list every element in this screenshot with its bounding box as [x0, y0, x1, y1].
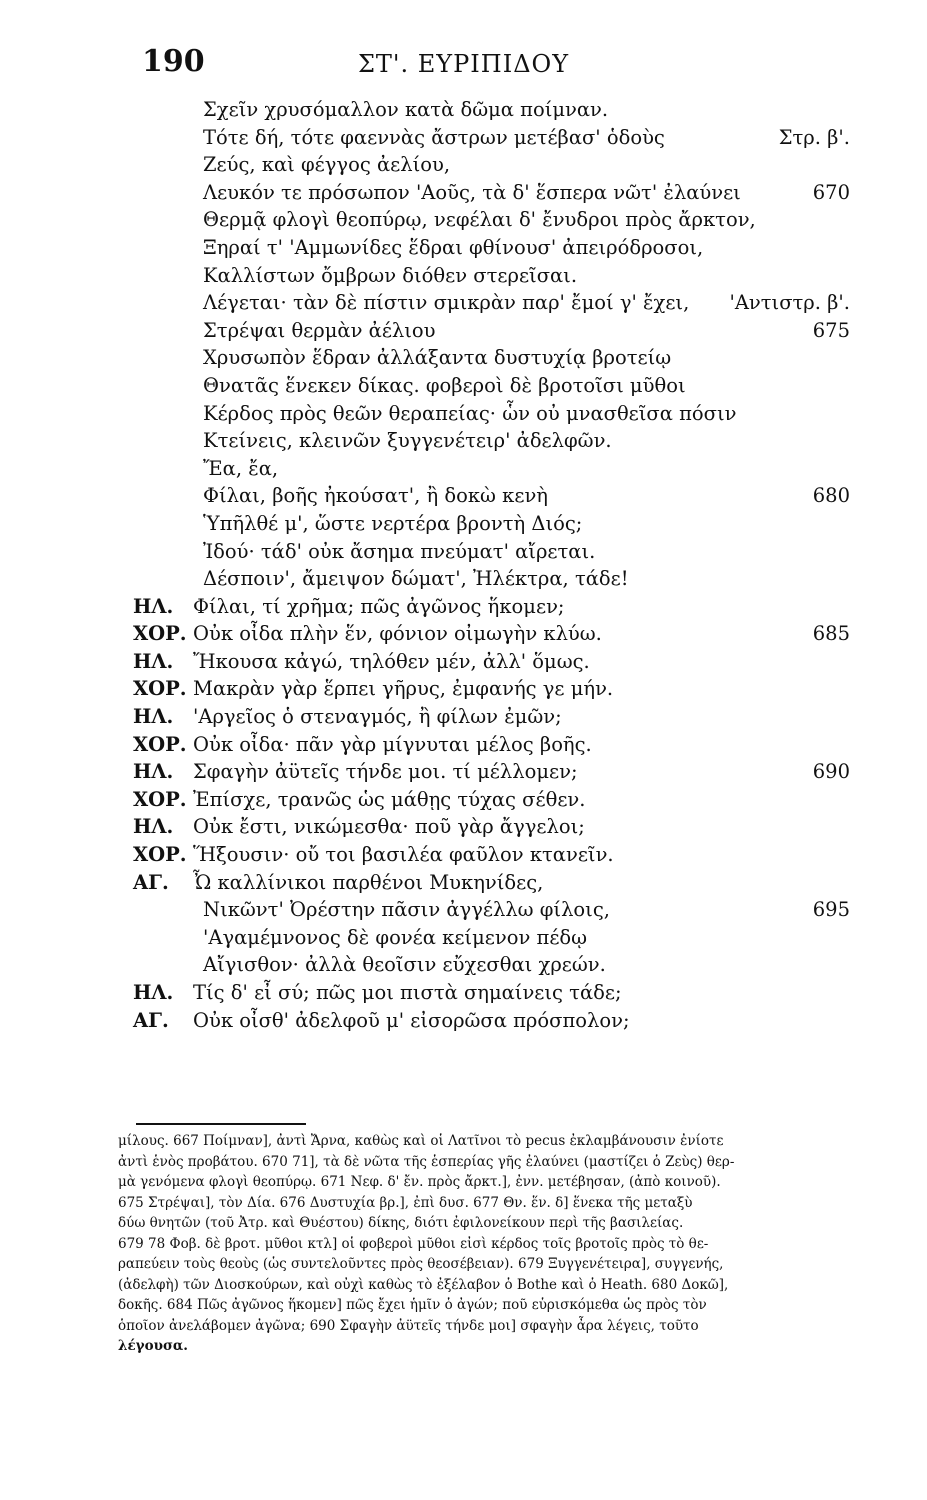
verse-line [0, 289, 927, 317]
verse-line [0, 455, 927, 483]
verse-line [0, 234, 927, 262]
verse-text [0, 96, 927, 1034]
speaker-label: ΧΟΡ. [133, 787, 187, 811]
running-head: ΣΤ'. ΕΥΡΙΠΙΔΟΥ [357, 50, 570, 78]
verse-line [0, 593, 927, 621]
speaker-label: ΧΟΡ. [133, 677, 187, 701]
verse-line [0, 96, 927, 124]
speaker-label: ΗΛ. [133, 815, 174, 839]
margin-annotation: 'Αντιστρ. β'. [729, 291, 850, 315]
verse-line [0, 262, 927, 290]
speaker-label: ΧΟΡ. [133, 732, 187, 756]
verse-line [0, 538, 927, 566]
verse-line [0, 482, 927, 510]
verse-line [0, 979, 927, 1007]
margin-annotation: 685 [812, 622, 850, 646]
verse-line [0, 179, 927, 207]
verse-line [0, 731, 927, 759]
line-text: Οὐκ οἶδα πλὴν ἕν, φόνιον οἰμωγὴν κλύω. [193, 622, 602, 646]
line-text: Λέγεται· τὰν δὲ πίστιν σμικρὰν παρ' ἔμοί γ' ἔχει, [203, 291, 690, 315]
line-text: Φίλαι, τί χρῆμα; πῶς ἀγῶνος ἥκομεν; [193, 594, 565, 618]
verse-line [0, 400, 927, 428]
verse-line [0, 317, 927, 345]
verse-line [0, 151, 927, 179]
speaker-label: ΗΛ. [133, 594, 174, 618]
line-text: 'Αργεῖος ὁ στεναγμός, ἢ φίλων ἐμῶν; [193, 705, 562, 729]
verse-line [0, 869, 927, 897]
speaker-label: ΧΟΡ. [133, 843, 187, 867]
verse-line [0, 124, 927, 152]
line-text: Καλλίστων ὄμβρων διόθεν στερεῖσαι. [203, 263, 578, 287]
verse-line [0, 951, 927, 979]
footnote-line: δύω θνητῶν (τοῦ Ἀτρ. καὶ Θυέστου) δίκης, διότι ἐφιλονείκουν περὶ τῆς βασιλείας. [118, 1215, 684, 1231]
verse-line [0, 427, 927, 455]
line-text: Ἐπίσχε, τρανῶς ὡς μάθῃς τύχας σέθεν. [193, 787, 586, 811]
page-header [0, 44, 927, 84]
verse-line [0, 703, 927, 731]
line-text: Ἥξουσιν· οὔ τοι βασιλέα φαῦλον κτανεῖν. [193, 843, 614, 867]
line-text: Οὐκ οἶσθ' ἀδελφοῦ μ' εἰσορῶσα πρόσπολον; [193, 1008, 630, 1032]
verse-line [0, 924, 927, 952]
margin-annotation: Στρ. β'. [778, 125, 850, 149]
footnotes [118, 1131, 866, 1357]
line-text: 'Αγαμέμνονος δὲ φονέα κείμενον πέδῳ [203, 925, 588, 949]
line-text: Θνατᾶς ἕνεκεν δίκας. φοβεροὶ δὲ βροτοῖσι μῦθοι [203, 373, 686, 397]
verse-line [0, 896, 927, 924]
footnote-line: ἀντὶ ἑνὸς προβάτου. 670 71], τὰ δὲ νῶτα τῆς ἑσπερίας γῆς ἐλαύνει (μαστίζει ὁ Ζεὺς) θερ- [118, 1153, 735, 1170]
line-text: Ἔα, ἔα, [203, 456, 279, 480]
margin-annotation: 670 [812, 180, 850, 204]
verse-line [0, 758, 927, 786]
line-text: Αἴγισθον· ἀλλὰ θεοῖσιν εὔχεσθαι χρεών. [203, 953, 606, 977]
footnote-rule [136, 1123, 306, 1125]
footnote-line: μὰ γενόμενα φλογὶ θεοπύρῳ. 671 Νεφ. δ' ἔν. πρὸς ἄρκτ.], ἐνν. μετέβησαν, (ἀπὸ κοινοῦ). [118, 1174, 721, 1190]
speaker-label: ΗΛ. [133, 981, 174, 1004]
verse-line [0, 813, 927, 841]
footnote-line: λέγουσα. [118, 1338, 188, 1354]
footnote-line: 679 78 Φοβ. δὲ βροτ. μῦθοι κτλ] οἱ φοβεροὶ μῦθοι εἰσὶ κέρδος τοῖς βροτοῖς πρὸς τὸ θε- [118, 1235, 709, 1252]
verse-line [0, 841, 927, 869]
footnote-line: μίλους. 667 Ποίμναν], ἀντὶ Ἄρνα, καθὼς καὶ οἱ Λατῖνοι τὸ pecus ἐκλαμβάνουσιν ἐνίοτε [118, 1133, 724, 1149]
speaker-label: ΧΟΡ. [133, 622, 187, 646]
line-text: Ξηραί τ' 'Αμμωνίδες ἕδραι φθίνουσ' ἀπειρόδροσοι, [203, 235, 704, 259]
line-text: Ὑπῆλθέ μ', ὥστε νερτέρα βροντὴ Διός; [203, 511, 583, 535]
verse-line [0, 565, 927, 593]
line-text: Λευκόν τε πρόσωπον 'Αοῦς, τὰ δ' ἕσπερα νῶτ' ἐλαύνει [203, 180, 741, 204]
verse-line [0, 648, 927, 676]
line-text: Τότε δή, τότε φαεννὰς ἄστρων μετέβασ' ὁδοὺς [203, 125, 665, 149]
verse-line [0, 510, 927, 538]
speaker-label: ΗΛ. [133, 760, 174, 784]
line-text: Τίς δ' εἶ σύ; πῶς μοι πιστὰ σημαίνεις τάδε; [193, 981, 622, 1004]
line-text: Ἤκουσα κἀγώ, τηλόθεν μέν, ἀλλ' ὅμως. [193, 649, 590, 673]
line-text: Φίλαι, βοῆς ἠκούσατ', ἢ δοκὼ κενὴ [203, 484, 548, 508]
margin-annotation: 690 [812, 760, 850, 784]
line-text: Σχεῖν χρυσόμαλλον κατὰ δῶμα ποίμναν. [203, 98, 609, 121]
line-text: Ζεύς, καὶ φέγγος ἀελίου, [203, 153, 451, 177]
speaker-label: ΗΛ. [133, 705, 174, 729]
footnote-line: 675 Στρέψαι], τὸν Δία. 676 Δυστυχία βρ.], ἐπὶ δυσ. 677 Θν. ἕν. δ] ἕνεκα τῆς μεταξὺ [118, 1194, 693, 1211]
line-text: Μακρὰν γὰρ ἕρπει γῆρυς, ἐμφανής γε μήν. [193, 677, 614, 701]
speaker-label: ΗΛ. [133, 649, 174, 673]
line-text: Οὐκ ἔστι, νικώμεσθα· ποῦ γὰρ ἄγγελοι; [193, 815, 585, 839]
line-text: Χρυσωπὸν ἕδραν ἀλλάξαντα δυστυχίᾳ βροτείῳ [203, 346, 672, 370]
verse-line [0, 372, 927, 400]
verse-line [0, 1007, 927, 1035]
verse-line [0, 675, 927, 703]
line-text: Σφαγὴν ἀϋτεῖς τήνδε μοι. τί μέλλομεν; [193, 760, 578, 784]
line-text: Ἰδού· τάδ' οὐκ ἄσημα πνεύματ' αἴρεται. [203, 539, 596, 563]
verse-line [0, 620, 927, 648]
line-text: Κέρδος πρὸς θεῶν θεραπείας· ὧν οὐ μνασθεῖσα πόσιν [203, 401, 737, 425]
footnote-line: ραπεύειν τοὺς θεοὺς (ὡς συντελοῦντες πρὸς θεοσέβειαν). 679 Ξυγγενέτειρα], συγγενής, [118, 1256, 724, 1272]
footnote-line: ὁποῖον ἀνελάβομεν ἀγῶνα; 690 Σφαγὴν ἀϋτεῖς τήνδε μοι] σφαγὴν ἆρα λέγεις, τοῦτο [118, 1317, 699, 1334]
line-text: Θερμᾷ φλογὶ θεοπύρῳ, νεφέλαι δ' ἔνυδροι πρὸς ἄρκτον, [203, 208, 756, 232]
margin-annotation: 695 [812, 898, 850, 922]
line-text: Στρέψαι θερμὰν ἀέλιου [203, 318, 436, 342]
line-text: Ὦ καλλίνικοι παρθένοι Μυκηνίδες, [193, 870, 544, 894]
footnote-line: (ἀδελφὴ) τῶν Διοσκούρων, καὶ οὐχὶ καθὼς τὸ ἐξέλαβον ὁ Bothe καὶ ὁ Heath. 680 Δοκῶ], [118, 1276, 729, 1293]
margin-annotation: 675 [812, 318, 850, 342]
footnote-line: δοκῆς. 684 Πῶς ἀγῶνος ἥκομεν] πῶς ἔχει ἡμῖν ὁ ἀγών; ποῦ εὑρισκόμεθα ὡς πρὸς τὸν [118, 1297, 707, 1313]
page-number: 190 [142, 44, 205, 79]
line-text: Νικῶντ' Ὀρέστην πᾶσιν ἀγγέλλω φίλοις, [203, 898, 610, 922]
line-text: Δέσποιν', ἄμειψον δώματ', Ἠλέκτρα, τάδε! [203, 567, 629, 591]
speaker-label: ΑΓ. [133, 870, 169, 894]
verse-line [0, 344, 927, 372]
margin-annotation: 680 [812, 484, 850, 508]
verse-line [0, 206, 927, 234]
line-text: Κτείνεις, κλεινῶν ξυγγενέτειρ' ἀδελφῶν. [203, 429, 612, 453]
line-text: Οὐκ οἶδα· πᾶν γὰρ μίγνυται μέλος βοῆς. [193, 732, 592, 756]
speaker-label: ΑΓ. [133, 1008, 169, 1032]
verse-line [0, 786, 927, 814]
